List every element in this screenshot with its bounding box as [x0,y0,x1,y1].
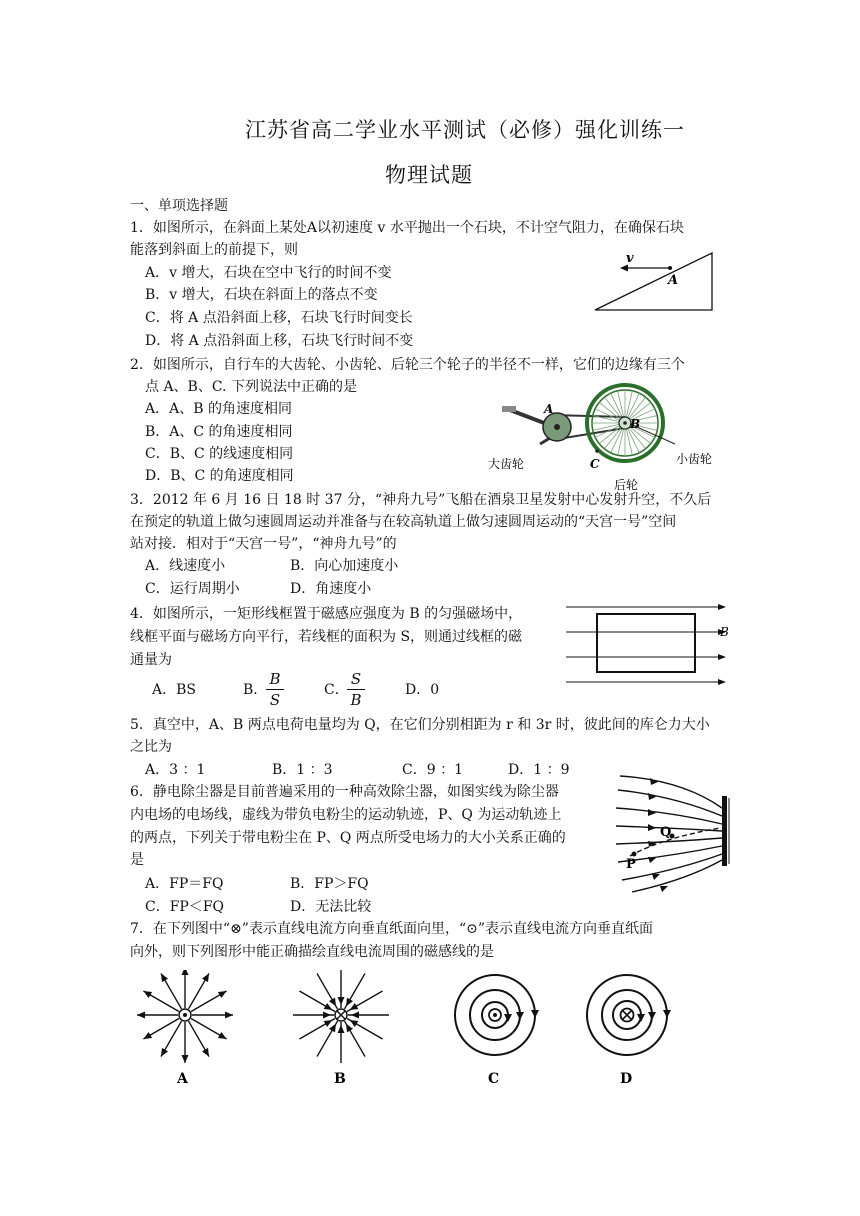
point-p-dot [632,852,637,857]
figure-d-circles-cross [587,975,671,1055]
fig7-label-d: D [620,1071,633,1087]
q5-option-c: C．9 ：1 [402,762,463,778]
q3-stem-line2: 在预定的轨道上做匀速圆周运动并准备与在较高轨道上做匀速圆周运动的“天宫一号”空间 [130,514,677,530]
q2-stem-line2: 点 A、B、C. 下列说法中正确的是 [145,379,357,395]
q3-option-a: A．线速度小 [145,558,226,574]
q4-option-d: D．0 [405,682,440,698]
fig-q-label: Q [660,825,672,840]
q1-option-d: D．将 A 点沿斜面上移，石块飞行时间不变 [145,333,414,349]
small-gear-hub [623,421,627,425]
q5-stem-line1: 5．真空中，A、B 两点电荷电量均为 Q，在它们分别相距为 r 和 3r 时，彼此间的库仑力大小 [130,717,710,733]
fig-p-label: P [626,857,636,872]
q5-option-b: B．1 ：3 [272,762,333,778]
q4-option-a: A．BS [152,682,196,698]
q4-option-c-fraction [347,670,365,709]
q4-option-b-fraction [266,670,284,709]
q6-stem-line1: 6．静电除尘器是目前普遍采用的一种高效除尘器，如图实线为除尘器 [130,784,559,800]
q2-bicycle-figure [480,382,740,494]
q7-stem-line2: 向外，则下列图形中能正确描绘直线电流周围的磁感线的是 [130,944,494,960]
q6-stem-line4: 是 [130,852,144,868]
q1-option-a: A．v 增大，石块在空中飞行的时间不变 [145,265,392,281]
fig-v-label: v [626,251,634,266]
q2-option-a: A．A、B 的角速度相同 [145,401,292,417]
q5-stem-line2: 之比为 [130,739,172,755]
point-c-dot [595,449,599,453]
fraction-numerator: B [269,670,281,688]
q5-option-d: D．1 ：9 [508,762,570,778]
document-title: 江苏省高二学业水平测试（必修）强化训练一 [245,118,685,142]
q4-stem-line2: 线框平面与磁场方向平行，若线框的面积为 S，则通过线框的磁 [130,629,523,645]
q3-option-c: C．运行周期小 [145,581,240,597]
incline-triangle [595,253,712,310]
fig-a-label: A [668,273,679,288]
figure-a-radial-dot [137,970,233,1063]
q6-option-d: D．无法比较 [290,899,372,915]
q1-stem-line1: 1．如图所示，在斜面上某处A以初速度 v 水平抛出一个石块，不计空气阻力，在确保石块 [130,220,684,236]
q4-stem-line3: 通量为 [130,652,172,668]
q4-stem-line1: 4．如图所示，一矩形线框置于磁感应强度为 B 的匀强磁场中， [130,606,523,622]
fig-point-a: A [544,402,554,416]
fig7-label-c: C [488,1071,500,1087]
q6-option-a: A．FP＝FQ [145,876,224,892]
q1-option-b: B．v 增大，石块在斜面上的落点不变 [145,287,378,303]
q1-option-c: C．将 A 点沿斜面上移，石块飞行时间变长 [145,310,413,326]
q2-option-b: B．A、C 的角速度相同 [145,424,293,440]
q6-precipitator-figure [612,768,738,896]
q4-field-figure [560,598,740,690]
q3-option-d: D．角速度小 [290,581,372,597]
q2-stem-line1: 2．如图所示，自行车的大齿轮、小齿轮、后轮三个轮子的半径不一样，它们的边缘有三个 [130,357,685,373]
q2-option-d: D．B、C 的角速度相同 [145,468,294,484]
section-heading: 一、单项选择题 [130,198,228,214]
fig-b-label: B [720,625,729,639]
fig-point-c: C [590,457,600,471]
q6-stem-line3: 的两点，下列关于带电粉尘在 P、Q 两点所受电场力的大小关系正确的 [130,830,566,846]
q6-option-b: B．FP＞FQ [290,876,369,892]
q3-option-b: B．向心加速度小 [290,558,399,574]
q5-option-a: A．3 ：1 [145,762,206,778]
q2-option-c: C．B、C 的线速度相同 [145,446,294,462]
q1-incline-figure [590,248,720,316]
figure-c-circles-dot [455,975,539,1055]
q1-stem-line2: 能落到斜面上的前提下，则 [130,242,298,258]
fig-small-gear-label: 小齿轮 [676,452,713,466]
fig7-label-b: B [334,1071,346,1087]
pedal [502,406,516,412]
point-a-dot [668,266,672,270]
fig7-label-a: A [177,1071,188,1087]
fraction-denominator: S [269,691,281,709]
big-gear-hub [554,424,560,430]
collector-plate [722,796,727,866]
figure-b-radial-cross [293,970,389,1063]
rectangular-coil [597,614,695,672]
fig-point-b: B [630,417,641,431]
q7-stem-line1: 7．在下列图中“⊗”表示直线电流方向垂直纸面向里，“⊙”表示直线电流方向垂直纸面 [130,921,653,937]
q3-stem-line3: 站对接．相对于“天宫一号”，“神舟九号”的 [130,536,397,552]
q4-option-c-label: C． [324,682,349,698]
dust-trajectory [630,828,720,856]
q6-stem-line2: 内电场的电场线，虚线为带负电粉尘的运动轨迹，P、Q 为运动轨迹上 [130,807,562,823]
document-subtitle: 物理试题 [385,163,473,187]
fraction-denominator: B [350,691,362,709]
fig-big-gear-label: 大齿轮 [488,457,525,471]
q4-option-b-label: B． [243,682,268,698]
fraction-numerator: S [350,670,362,688]
q3-stem-line1: 3．2012 年 6 月 16 日 18 时 37 分，“神舟九号”飞船在酒泉卫星发射中心发射升空，不久后 [130,492,712,508]
field-arrowheads [718,604,726,685]
q7-magnetic-field-figures [120,970,690,1092]
fig-rear-wheel-label: 后轮 [614,478,639,492]
q6-option-c: C．FP＜FQ [145,899,225,915]
